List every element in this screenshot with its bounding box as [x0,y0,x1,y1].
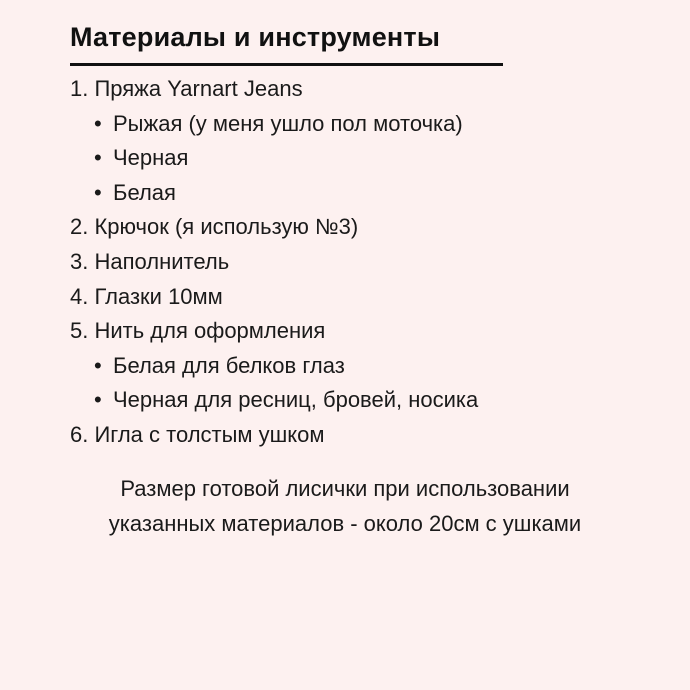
list-item: 4. Глазки 10мм [70,283,223,309]
list-item: 1. Пряжа Yarnart Jeans [70,76,303,101]
page-title: Материалы и инструменты [70,22,441,52]
list-item: 2. Крючок (я использую №3) [70,214,359,240]
size-note-line-2: указанных материалов - около 20см с ушками [108,510,582,536]
size-note [0,472,690,541]
list-subitem: • Черная для ресниц, бровей, носика [70,383,478,418]
size-note-line-1: Размер готовой лисички при использовании [120,476,570,501]
materials-list [70,72,478,453]
title-divider [70,63,503,66]
list-item: 6. Игла с толстым ушком [70,421,325,447]
list-subitem: • Черная [70,141,478,176]
list-item: 5. Нить для оформления [70,318,326,344]
list-subitem: • Рыжая (у меня ушло пол моточка) [70,107,478,142]
list-subitem: • Белая [70,176,478,211]
list-item: 3. Наполнитель [70,248,230,274]
list-subitem: • Белая для белков глаз [70,349,478,384]
